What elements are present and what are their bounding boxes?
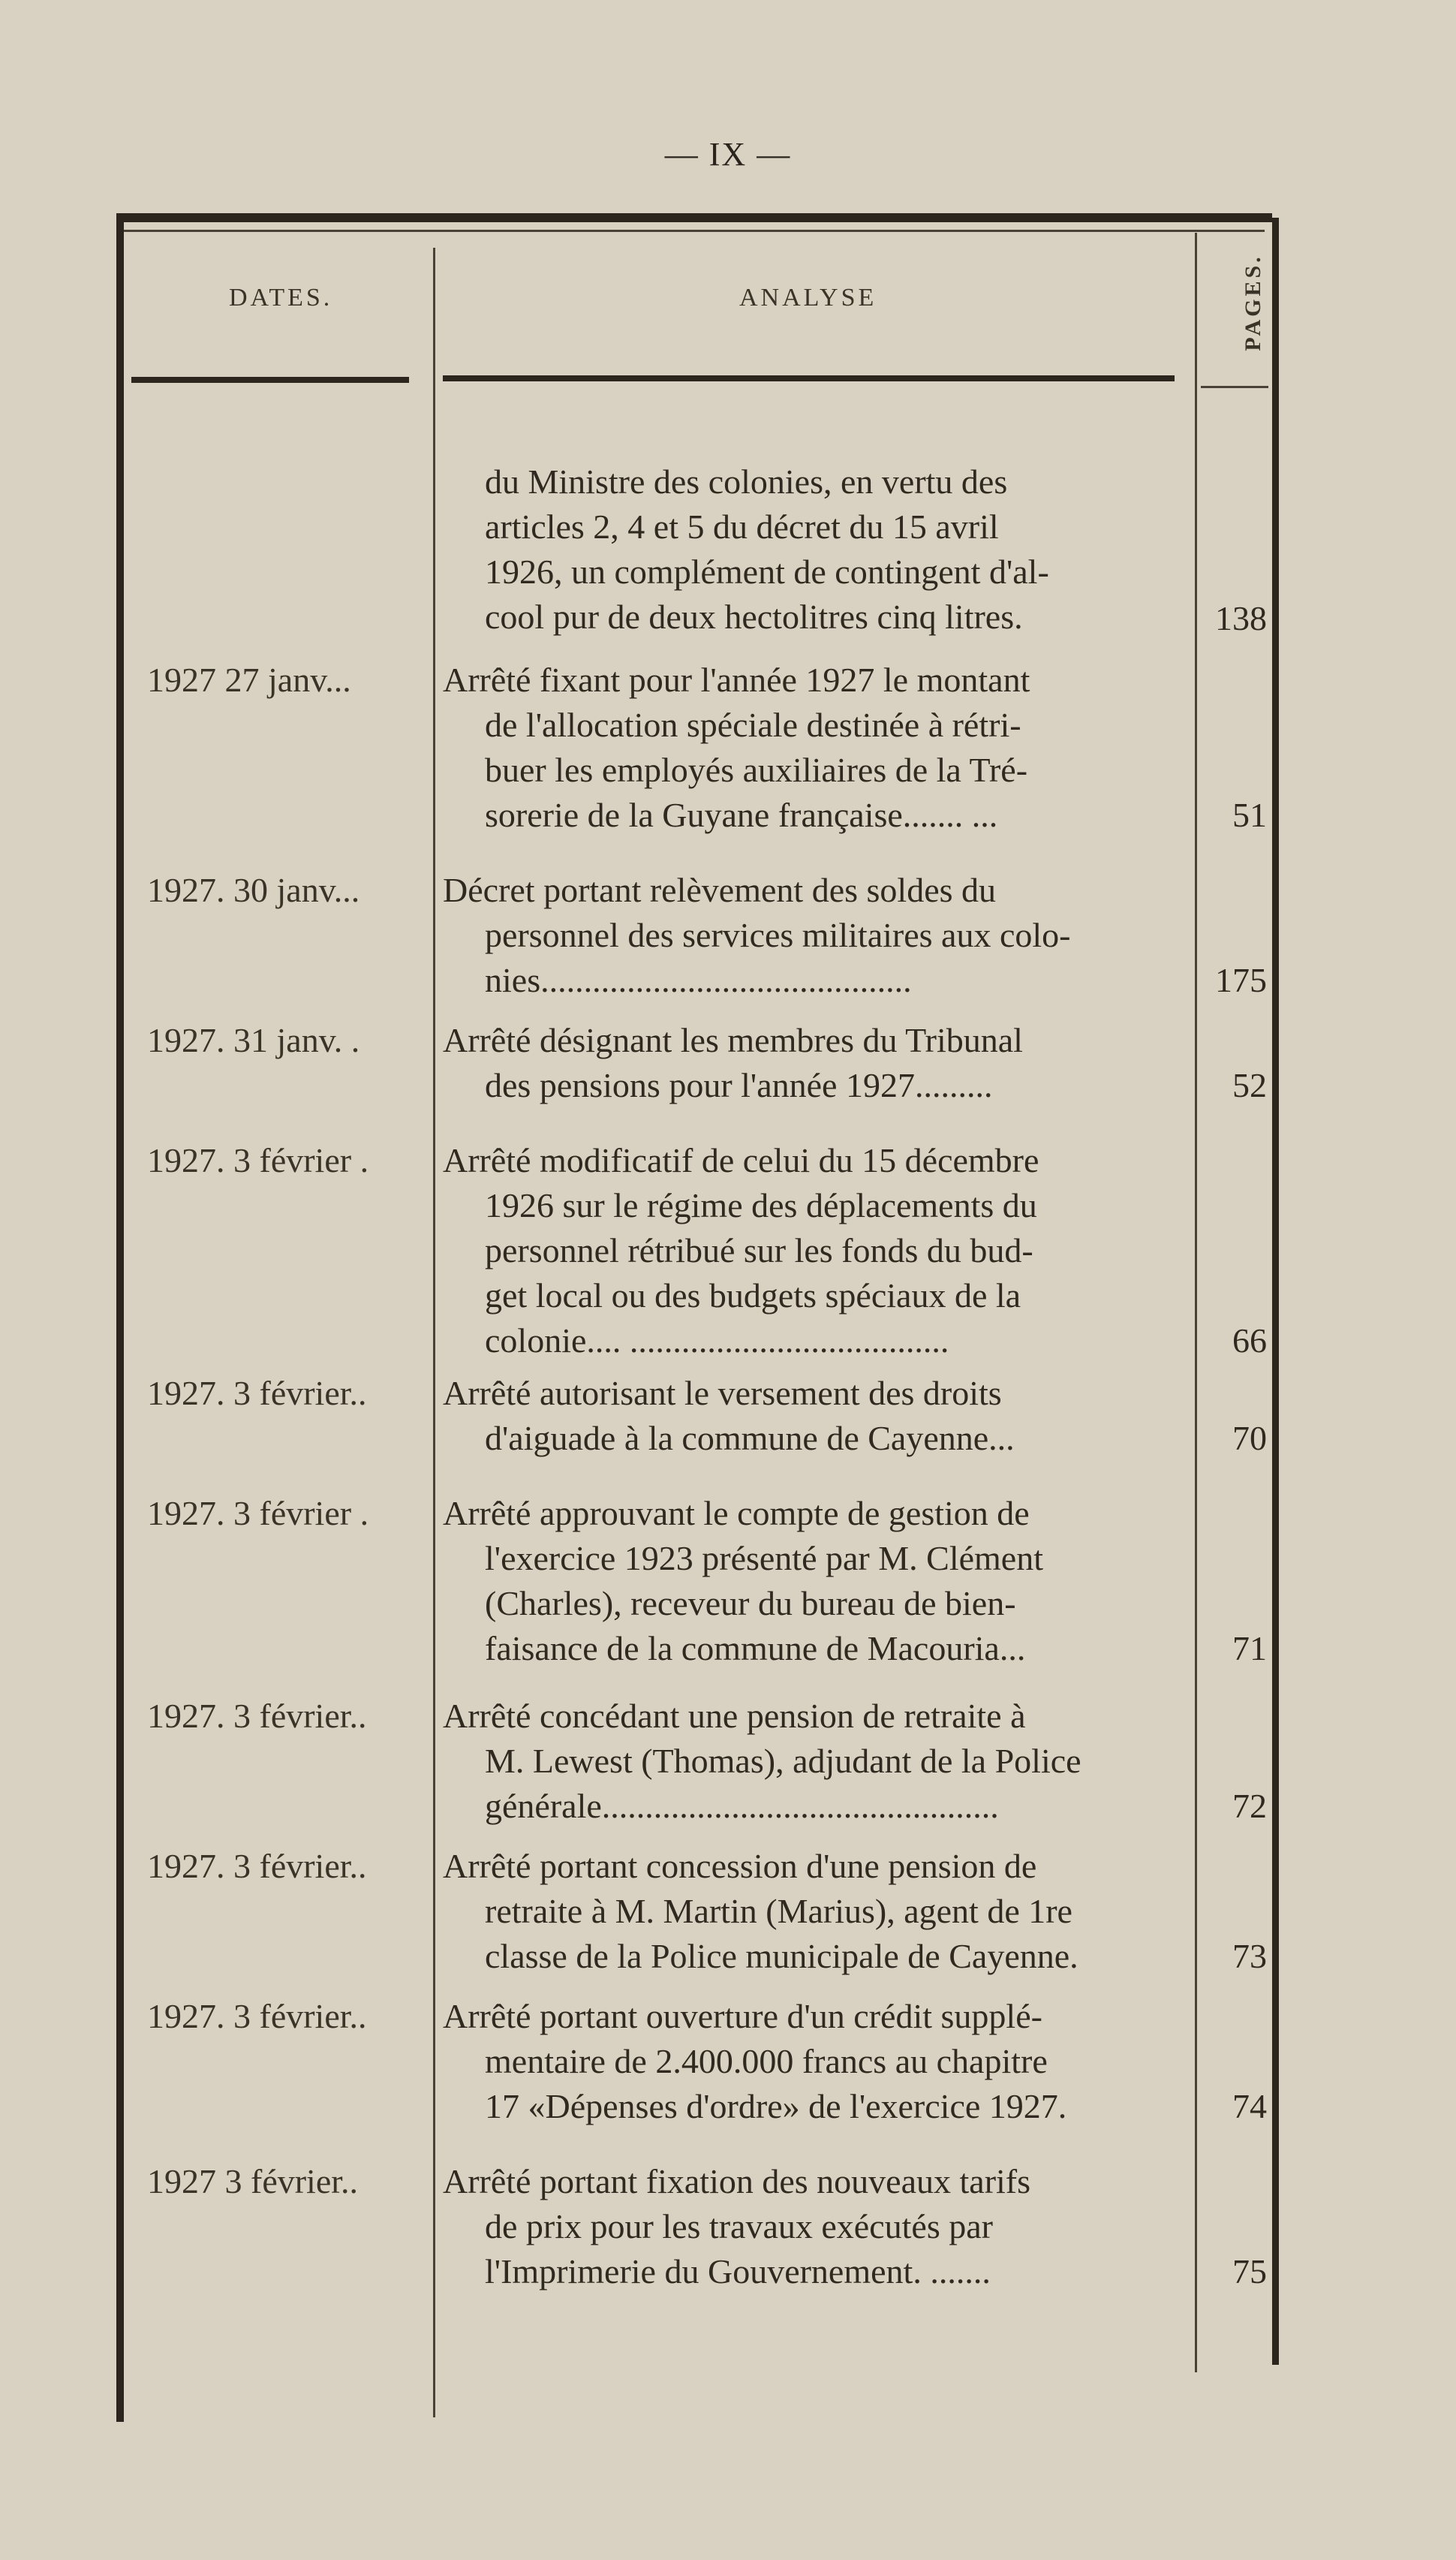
analysis-line: Arrêté approuvant le compte de gestion de (443, 1494, 1030, 1532)
analysis-line: l'Imprimerie du Gouvernement. ....... (485, 2252, 991, 2290)
entry-analysis (443, 1994, 1193, 2129)
entry-page: 66 (1232, 1321, 1267, 1360)
entry-analysis (443, 1491, 1193, 1671)
entry-page: 72 (1232, 1787, 1267, 1825)
analysis-line: faisance de la commune de Macouria... (485, 1629, 1026, 1667)
entry-page: 73 (1232, 1937, 1267, 1975)
analysis-line: Décret portant relèvement des soldes du (443, 871, 997, 909)
entry-analysis (443, 1371, 1193, 1461)
analysis-line: 17 «Dépenses d'ordre» de l'exercice 1927. (485, 2087, 1067, 2125)
analysis-line: Arrêté concédant une pension de retraite à (443, 1697, 1026, 1735)
analysis-line: get local ou des budgets spéciaux de la (485, 1276, 1021, 1315)
entry-date: 1927. 31 janv. . (147, 1021, 360, 1059)
analysis-line: Arrêté portant concession d'une pension de (443, 1847, 1037, 1885)
entry-date: 1927. 3 février.. (147, 1374, 367, 1412)
header-dates: DATES. (229, 284, 333, 312)
header-analysis: ANALYSE (739, 284, 877, 312)
table-top-rule (116, 213, 1272, 222)
entry-page: 71 (1232, 1629, 1267, 1667)
entry-page: 70 (1232, 1419, 1267, 1457)
analysis-line: Arrêté autorisant le versement des droits (443, 1374, 1002, 1412)
entry-analysis (443, 1844, 1193, 1979)
table-right-border (1272, 218, 1279, 2365)
entry-date: 1927 3 février.. (147, 2162, 359, 2200)
analysis-line: personnel des services militaires aux colo- (485, 916, 1071, 954)
analysis-line: sorerie de la Guyane française....... ... (485, 796, 998, 834)
analysis-line: retraite à M. Martin (Marius), agent de 1re (485, 1892, 1072, 1930)
entry-page: 51 (1232, 796, 1267, 834)
table-left-border (116, 222, 124, 2422)
analysis-line: 1926 sur le régime des déplacements du (485, 1186, 1037, 1224)
analysis-line: colonie.... ..................................... (485, 1321, 949, 1360)
header-rule-dates (131, 377, 409, 383)
entry-analysis (443, 868, 1193, 1003)
analysis-line: des pensions pour l'année 1927......... (485, 1066, 993, 1104)
analysis-line: de l'allocation spéciale destinée à rétri- (485, 706, 1021, 744)
analysis-line: mentaire de 2.400.000 francs au chapitre (485, 2042, 1048, 2080)
analysis-line: Arrêté désignant les membres du Tribunal (443, 1021, 1023, 1059)
analysis-line: 1926, un complément de contingent d'al- (485, 553, 1049, 591)
analysis-line: Arrêté portant fixation des nouveaux tarifs (443, 2162, 1031, 2200)
entry-analysis (443, 459, 1193, 640)
entry-analysis (443, 2159, 1193, 2294)
analysis-line: articles 2, 4 et 5 du décret du 15 avril (485, 507, 999, 546)
entry-analysis (443, 1694, 1193, 1829)
page-number: — IX — (664, 136, 792, 173)
entry-date: 1927. 3 février.. (147, 1997, 367, 2035)
header-rule-analysis (443, 375, 1175, 381)
table-top-rule-inner (124, 230, 1265, 232)
entry-page: 52 (1232, 1066, 1267, 1104)
entry-date: 1927 27 janv... (147, 661, 351, 699)
column-divider-dates (433, 248, 435, 2417)
analysis-line: nies........................................... (485, 961, 912, 999)
analysis-line: du Ministre des colonies, en vertu des (485, 462, 1008, 501)
analysis-line: d'aiguade à la commune de Cayenne... (485, 1419, 1015, 1457)
analysis-line: cool pur de deux hectolitres cinq litres. (485, 598, 1023, 636)
entry-page: 175 (1215, 961, 1267, 999)
analysis-line: de prix pour les travaux exécutés par (485, 2207, 993, 2245)
entry-page: 74 (1232, 2087, 1267, 2125)
entry-date: 1927. 3 février . (147, 1494, 369, 1532)
analysis-line: Arrêté modificatif de celui du 15 décembre (443, 1141, 1039, 1179)
entry-date: 1927. 3 février . (147, 1141, 369, 1179)
analysis-line: (Charles), receveur du bureau de bien- (485, 1584, 1016, 1622)
entry-analysis (443, 1018, 1193, 1108)
entry-date: 1927. 30 janv... (147, 871, 360, 909)
analysis-line: classe de la Police municipale de Cayenne. (485, 1937, 1078, 1975)
column-divider-pages (1195, 233, 1197, 2372)
analysis-line: personnel rétribué sur les fonds du bud- (485, 1231, 1033, 1269)
entry-page: 138 (1215, 599, 1267, 637)
entry-analysis (443, 1138, 1193, 1363)
analysis-line: générale.............................................. (485, 1787, 999, 1825)
header-rule-pages (1201, 386, 1268, 388)
analysis-line: buer les employés auxiliaires de la Tré- (485, 751, 1028, 789)
analysis-line: Arrêté fixant pour l'année 1927 le montant (443, 661, 1030, 699)
entry-date: 1927. 3 février.. (147, 1847, 367, 1885)
entry-date: 1927. 3 février.. (147, 1697, 367, 1735)
analysis-line: l'exercice 1923 présenté par M. Clément (485, 1539, 1043, 1577)
entry-page: 75 (1232, 2252, 1267, 2290)
analysis-line: M. Lewest (Thomas), adjudant de la Police (485, 1742, 1081, 1780)
entry-analysis (443, 658, 1193, 838)
analysis-line: Arrêté portant ouverture d'un crédit supplé- (443, 1997, 1042, 2035)
header-pages: PAGES. (1241, 254, 1265, 351)
